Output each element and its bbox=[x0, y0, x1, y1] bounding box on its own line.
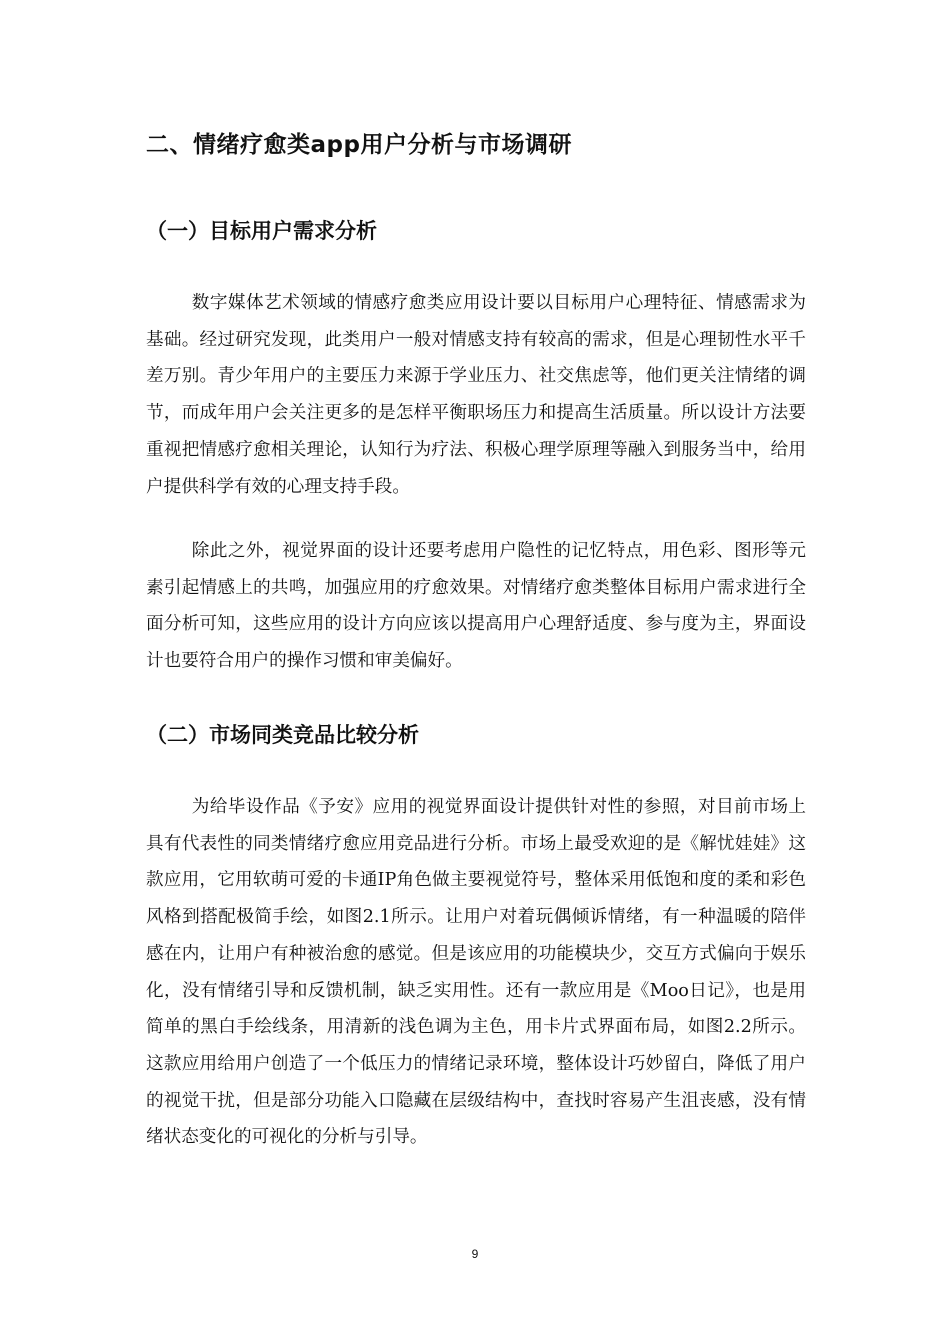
body-paragraph: 数字媒体艺术领域的情感疗愈类应用设计要以目标用户心理特征、情感需求为基础。经过研究发现，此类用户一般对情感支持有较高的需求，但是心理韧性水平千差万别。青少年用户的主要压力来源于学业压力、社交焦虑等，他们更关注情绪的调节，而成年用户会关注更多的是怎样平衡职场压力和提高生活质量。所以设计方法要重视把情感疗愈相关理论，认知行为疗法、积极心理学原理等融入到服务当中，给用户提供科学有效的心理支持手段。 bbox=[146, 293, 806, 497]
body-paragraph: 为给毕设作品《予安》应用的视觉界面设计提供针对性的参照，对目前市场上具有代表性的同类情绪疗愈应用竞品进行分析。市场上最受欢迎的是《解忧娃娃》这款应用，它用软萌可爱的卡通IP角色做主要视觉符号，整体采用低饱和度的柔和彩色风格到搭配极简手绘，如图2.1所示。让用户对着玩偶倾诉情绪，有一种温暖的陪伴感在内，让用户有种被治愈的感觉。但是该应用的功能模块少，交互方式偏向于娱乐化，没有情绪引导和反馈机制，缺乏实用性。还有一款应用是《Moo日记》，也是用简单的黑白手绘线条，用清新的浅色调为主色，用卡片式界面布局，如图2.2所示。这款应用给用户创造了一个低压力的情绪记录环境，整体设计巧妙留白，降低了用户的视觉干扰，但是部分功能入口隐藏在层级结构中，查找时容易产生沮丧感，没有情绪状态变化的可视化的分析与引导。 bbox=[146, 797, 806, 1148]
body-paragraph: 除此之外，视觉界面的设计还要考虑用户隐性的记忆特点，用色彩、图形等元素引起情感上的共鸣，加强应用的疗愈效果。对情绪疗愈类整体目标用户需求进行全面分析可知，这些应用的设计方向应该以提高用户心理舒适度、参与度为主，界面设计也要符合用户的操作习惯和审美偏好。 bbox=[146, 541, 806, 672]
subsection-heading-competitor-analysis: （二）市场同类竞品比较分析 bbox=[146, 723, 419, 747]
page-number: 9 bbox=[471, 1247, 479, 1261]
subsection-heading-target-users: （一）目标用户需求分析 bbox=[146, 219, 377, 243]
section-heading: 二、情绪疗愈类app用户分析与市场调研 bbox=[146, 132, 572, 158]
